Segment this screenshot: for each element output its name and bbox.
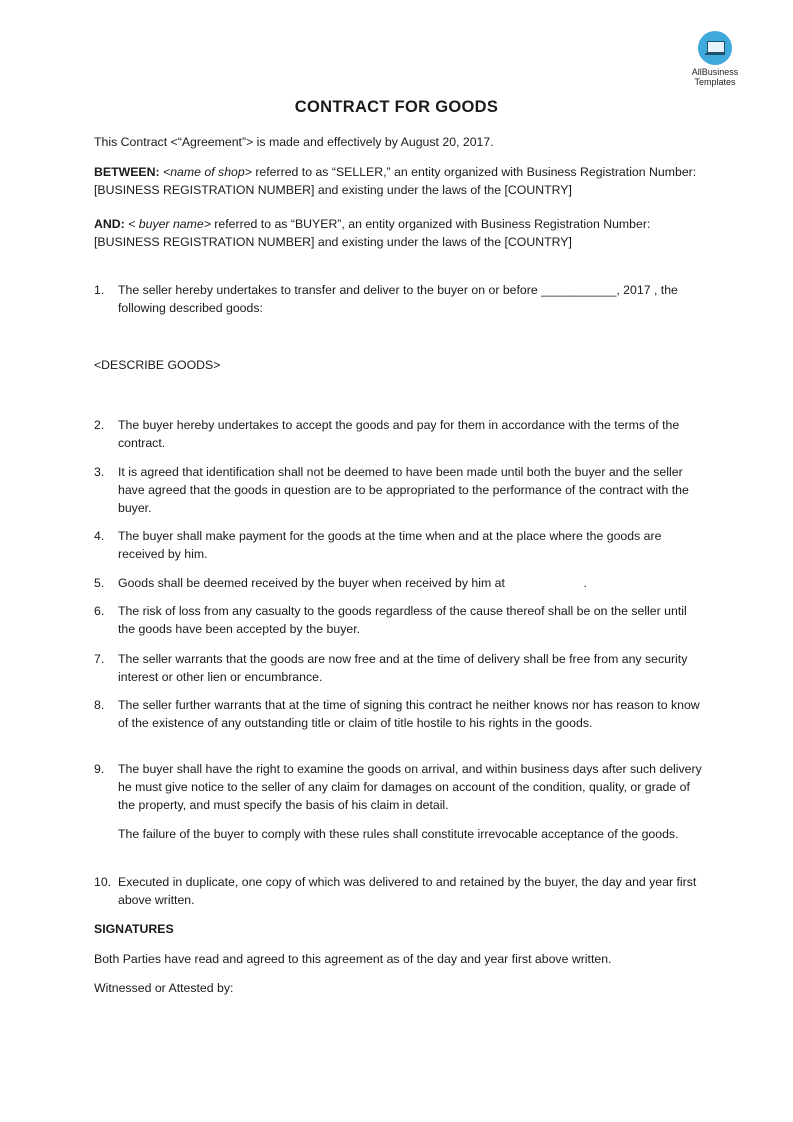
clause-number: 10.	[94, 875, 112, 889]
clause-text: The buyer shall make payment for the goods at the time when and at the place where the goods are received by him.	[118, 529, 662, 561]
clause-number: 6.	[94, 604, 105, 618]
clause-number: 5.	[94, 576, 105, 590]
clause-9-followup	[94, 825, 704, 843]
clause-text: The seller hereby undertakes to transfer and deliver to the buyer on or before ___________, 2017 , the following described goods:	[118, 283, 678, 315]
describe-goods-placeholder: <DESCRIBE GOODS>	[94, 358, 221, 372]
clause-text: The buyer hereby undertakes to accept the goods and pay for them in accordance with the terms of the contract.	[118, 418, 680, 450]
clause-2	[94, 416, 704, 452]
between-paragraph	[94, 163, 704, 199]
clause-5	[94, 574, 704, 592]
between-label: BETWEEN:	[94, 165, 160, 179]
logo-line2: Templates	[694, 77, 736, 87]
clause-9	[94, 760, 704, 814]
clause-text: The risk of loss from any casualty to the goods regardless of the cause thereof shall be on the seller until the goods have been accepted by the buyer.	[118, 604, 687, 636]
and-paragraph	[94, 215, 704, 251]
clause-text: It is agreed that identification shall not be deemed to have been made until both the buyer and the seller have agreed that the goods in question are to be appropriated to the performance of the contract with the buyer.	[118, 465, 689, 515]
clause-10	[94, 873, 704, 909]
clause-7	[94, 650, 704, 686]
clause-number: 8.	[94, 698, 105, 712]
clause-6	[94, 602, 704, 638]
document-title: CONTRACT FOR GOODS	[294, 98, 499, 116]
clause-text: Executed in duplicate, one copy of which was delivered to and retained by the buyer, the day and year first above written.	[118, 875, 697, 907]
clause-text: The seller warrants that the goods are now free and at the time of delivery shall be free from any security interest or other lien or encumbrance.	[118, 652, 688, 684]
clause-number: 4.	[94, 529, 105, 543]
clause-text: The buyer shall have the right to examine the goods on arrival, and within business days after such delivery he must give notice to the seller of any claim for damages on account of the condition, quality, or grade of the property, and must specify the basis of his claim in detail.	[118, 762, 702, 812]
and-text: referred to as “BUYER”, an entity organized with Business Registration Number: [BUSINESS REGISTRATION NUMBER] and existing under the laws of the [COUNTRY]	[94, 217, 651, 249]
allbusiness-logo	[689, 31, 741, 87]
clause-number: 9.	[94, 762, 105, 776]
clause-text: Goods shall be deemed received by the buyer when received by him at .	[118, 576, 587, 590]
logo-line1: AllBusiness	[691, 67, 739, 77]
clause-number: 3.	[94, 465, 105, 479]
clause-number: 1.	[94, 283, 105, 297]
clause-4	[94, 527, 704, 563]
clause-number: 2.	[94, 418, 105, 432]
seller-name-placeholder: <name of shop>	[163, 165, 252, 179]
clause-text: The seller further warrants that at the time of signing this contract he neither knows nor has reason to know of the existence of any outstanding title or claim of title hostile to his rights in the goods.	[118, 698, 700, 730]
clause-1	[94, 281, 704, 317]
clause-number: 7.	[94, 652, 105, 666]
clause-8	[94, 696, 704, 732]
signatures-agreement: Both Parties have read and agreed to this agreement as of the day and year first above written.	[94, 952, 612, 966]
between-text: referred to as “SELLER,” an entity organized with Business Registration Number: [BUSINESS REGISTRATION NUMBER] and existing under the laws of the [COUNTRY]	[94, 165, 697, 197]
laptop-icon	[698, 31, 732, 65]
witness-label: Witnessed or Attested by:	[94, 981, 234, 995]
and-label: AND:	[94, 217, 125, 231]
clause-3	[94, 463, 704, 517]
intro-paragraph: This Contract <“Agreement”> is made and effectively by August 20, 2017.	[94, 135, 494, 149]
buyer-name-placeholder: < buyer name>	[128, 217, 211, 231]
signatures-heading: SIGNATURES	[94, 922, 174, 936]
clause-text: The failure of the buyer to comply with these rules shall constitute irrevocable acceptance of the goods.	[118, 827, 679, 841]
